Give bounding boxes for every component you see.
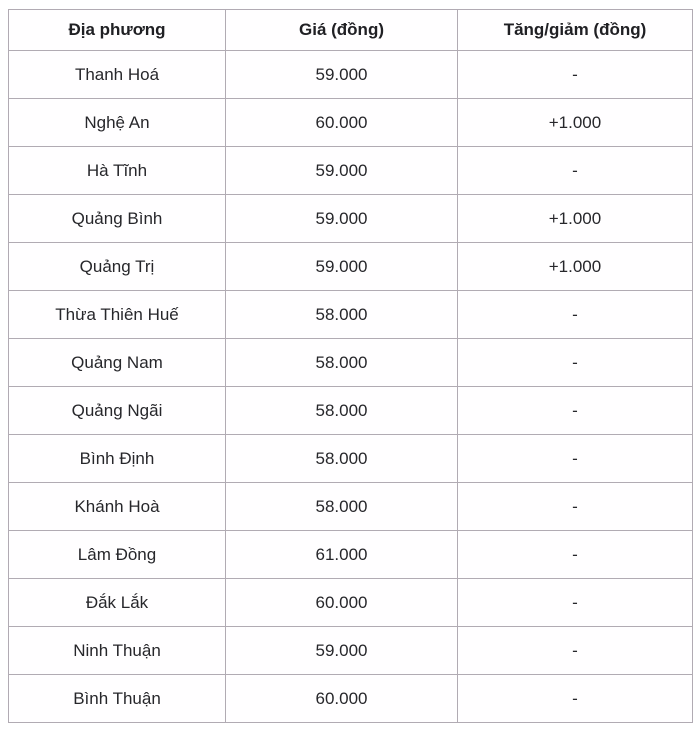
- province-cell: Lâm Đồng: [9, 531, 226, 579]
- table-row: [9, 483, 693, 531]
- price-cell: 59.000: [226, 195, 458, 243]
- table-row: [9, 387, 693, 435]
- price-cell: 59.000: [226, 51, 458, 99]
- change-cell: -: [458, 387, 693, 435]
- change-cell: +1.000: [458, 243, 693, 291]
- change-cell: -: [458, 531, 693, 579]
- province-cell: Ninh Thuận: [9, 627, 226, 675]
- table-row: [9, 339, 693, 387]
- province-cell: Khánh Hoà: [9, 483, 226, 531]
- change-cell: -: [458, 435, 693, 483]
- price-cell: 59.000: [226, 627, 458, 675]
- province-cell: Hà Tĩnh: [9, 147, 226, 195]
- price-cell: 60.000: [226, 579, 458, 627]
- change-cell: -: [458, 147, 693, 195]
- change-cell: -: [458, 291, 693, 339]
- price-cell: 58.000: [226, 483, 458, 531]
- price-cell: 59.000: [226, 147, 458, 195]
- table-row: [9, 627, 693, 675]
- column-header-province: Địa phương: [9, 10, 226, 51]
- table-row: [9, 675, 693, 723]
- change-cell: -: [458, 627, 693, 675]
- change-cell: +1.000: [458, 99, 693, 147]
- province-cell: Quảng Ngãi: [9, 387, 226, 435]
- province-cell: Đắk Lắk: [9, 579, 226, 627]
- price-cell: 58.000: [226, 435, 458, 483]
- province-cell: Thanh Hoá: [9, 51, 226, 99]
- table-row: [9, 195, 693, 243]
- price-table: [8, 9, 693, 723]
- price-cell: 58.000: [226, 291, 458, 339]
- province-cell: Bình Định: [9, 435, 226, 483]
- table-row: [9, 147, 693, 195]
- table-body: [9, 51, 693, 723]
- change-cell: -: [458, 579, 693, 627]
- price-cell: 58.000: [226, 339, 458, 387]
- table-row: [9, 579, 693, 627]
- change-cell: -: [458, 483, 693, 531]
- table-row: [9, 435, 693, 483]
- province-cell: Nghệ An: [9, 99, 226, 147]
- price-cell: 60.000: [226, 99, 458, 147]
- price-cell: 61.000: [226, 531, 458, 579]
- province-cell: Bình Thuận: [9, 675, 226, 723]
- change-cell: -: [458, 339, 693, 387]
- price-cell: 58.000: [226, 387, 458, 435]
- table-row: [9, 243, 693, 291]
- table-row: [9, 51, 693, 99]
- province-cell: Quảng Bình: [9, 195, 226, 243]
- change-cell: +1.000: [458, 195, 693, 243]
- table-header-row: [9, 10, 693, 51]
- price-cell: 59.000: [226, 243, 458, 291]
- price-cell: 60.000: [226, 675, 458, 723]
- table-row: [9, 291, 693, 339]
- province-cell: Thừa Thiên Huế: [9, 291, 226, 339]
- table-row: [9, 99, 693, 147]
- column-header-price: Giá (đồng): [226, 10, 458, 51]
- table-row: [9, 531, 693, 579]
- province-cell: Quảng Nam: [9, 339, 226, 387]
- province-cell: Quảng Trị: [9, 243, 226, 291]
- column-header-change: Tăng/giảm (đồng): [458, 10, 693, 51]
- change-cell: -: [458, 51, 693, 99]
- change-cell: -: [458, 675, 693, 723]
